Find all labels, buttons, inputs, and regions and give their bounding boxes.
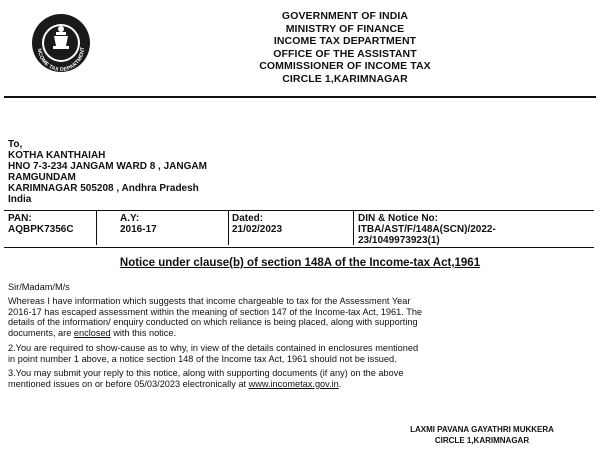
salutation-text: Sir/Madam/M/s — [8, 282, 70, 292]
paragraph-3 — [8, 368, 592, 389]
address-line: KARIMNAGAR 505208 , Andhra Pradesh — [8, 183, 199, 194]
header-line-1: GOVERNMENT OF INDIA — [281, 10, 409, 22]
incometax-website-link[interactable]: www.incometax.gov.in — [248, 378, 339, 389]
recipient-address — [8, 139, 308, 205]
header-divider — [4, 96, 596, 98]
address-line: India — [8, 194, 32, 205]
din-value-line-2: 23/1049973923(1) — [358, 235, 440, 246]
table-divider — [353, 211, 354, 245]
paragraph-line: details of the information/ enquiry conducted on which reliance is being placed, along with supporting — [8, 317, 418, 328]
address-line: HNO 7-3-234 JANGAM WARD 8 , JANGAM — [8, 161, 207, 172]
header-line-6: CIRCLE 1,KARIMNAGAR — [282, 72, 408, 85]
address-line: To, — [8, 139, 23, 150]
notice-info-table — [4, 210, 594, 248]
salutation — [8, 282, 592, 293]
logo-ring-text — [30, 12, 92, 74]
pan-value: AQBPK7356C — [8, 224, 74, 235]
text-run: with this notice. — [110, 327, 177, 338]
signatory-office: CIRCLE 1,KARIMNAGAR — [434, 436, 530, 445]
notice-title: Notice under clause(b) of section 148A of the Income-tax Act,1961 — [119, 257, 481, 269]
income-tax-emblem — [30, 12, 92, 74]
ay-value: 2016-17 — [120, 224, 157, 235]
text-run: documents, are — [8, 327, 74, 338]
header-line-4: OFFICE OF THE ASSISTANT — [273, 47, 417, 60]
paragraph-line: 2016-17 has escaped assessment within the meaning of section 147 of the Income-tax Act, 1961. The — [8, 306, 423, 317]
address-line: KOTHA KANTHAIAH — [8, 150, 106, 161]
paragraph-line: 3.You may submit your reply to this notice, along with supporting documents (if any) on the above — [8, 368, 404, 378]
signatory-name: LAXMI PAVANA GAYATHRI MUKKERA — [410, 425, 554, 434]
dated-label: Dated: — [232, 213, 264, 224]
ay-label: A.Y: — [120, 213, 140, 224]
header-line-5: COMMISSIONER OF INCOME TAX — [259, 60, 431, 72]
text-run: . — [338, 378, 342, 389]
table-divider — [96, 211, 97, 245]
table-divider — [228, 211, 229, 245]
paragraph-line — [8, 328, 592, 339]
pan-label: PAN: — [8, 213, 32, 224]
din-label: DIN & Notice No: — [358, 213, 438, 224]
paragraph-line — [8, 379, 592, 390]
din-value-line-1: ITBA/AST/F/148A(SCN)/2022- — [358, 224, 496, 235]
pan-cell — [8, 213, 74, 235]
text-run: mentioned issues on or before 05/03/2023 electronically at — [8, 378, 249, 389]
paragraph-line: 2.You are required to show-cause as to why, in view of the details contained in enclosures mentioned — [8, 343, 419, 353]
paragraph-2 — [8, 343, 592, 364]
header-line-2: MINISTRY OF FINANCE — [285, 22, 405, 35]
office-header — [200, 10, 490, 85]
paragraph-line: Whereas I have information which suggests that income chargeable to tax for the Assessment Year — [8, 296, 411, 306]
address-line: RAMGUNDAM — [8, 172, 76, 183]
dated-value: 21/02/2023 — [232, 224, 283, 235]
paragraph-1 — [8, 296, 592, 338]
assessment-year-cell — [120, 213, 157, 235]
paragraph-line: in point number 1 above, a notice section 148 of the Income tax Act, 1961 should not be issued. — [8, 353, 397, 364]
header-line-3: INCOME TAX DEPARTMENT — [273, 35, 417, 47]
svg-text:INCOME TAX DEPARTMENT: NCOME TAX DEPARTMENT — [35, 46, 87, 74]
din-cell — [358, 213, 496, 246]
enclosed-underlined: enclosed — [73, 327, 111, 338]
signature-block — [382, 424, 582, 446]
dated-cell — [232, 213, 282, 235]
